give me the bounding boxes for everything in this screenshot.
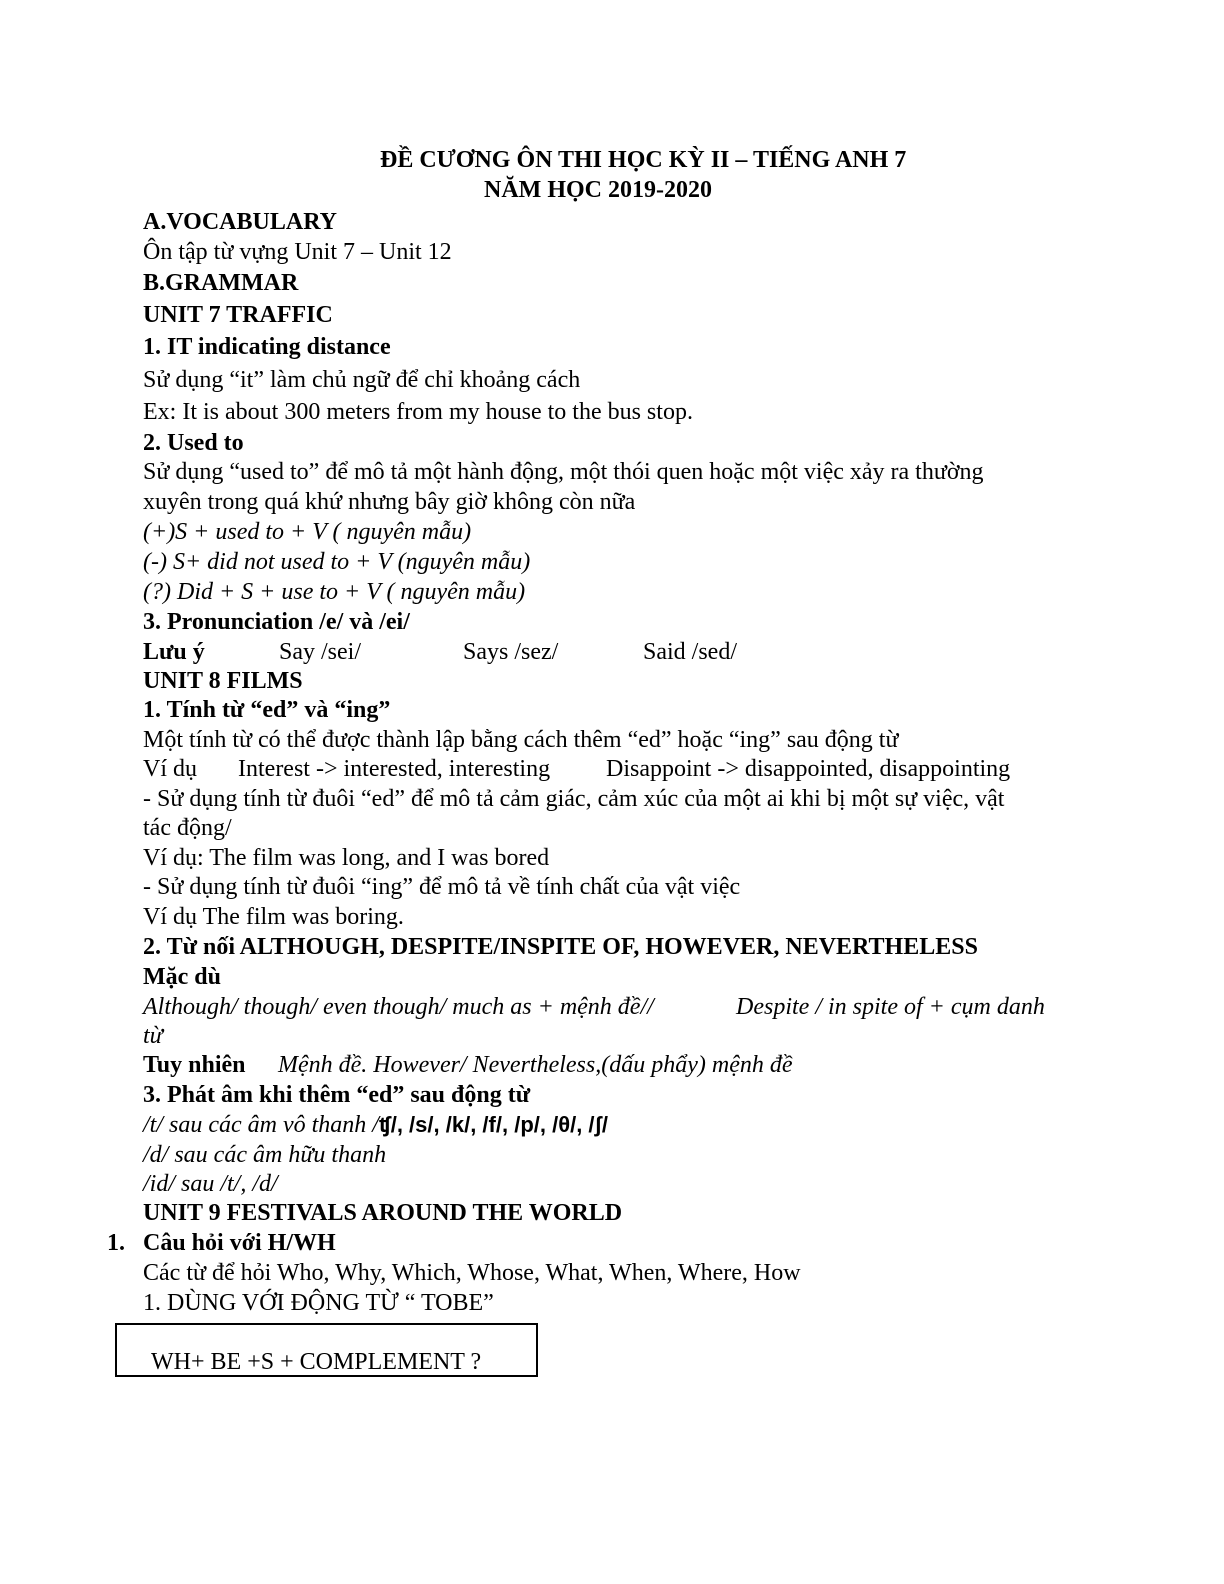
unit7-section2-text-2: xuyên trong quá khứ nhưng bây giờ không còn nữa bbox=[143, 489, 636, 515]
unit7-word-says: Says /sez/ bbox=[463, 639, 559, 665]
unit9-question-words: Các từ để hỏi Who, Why, Which, Whose, What, When, Where, How bbox=[143, 1260, 801, 1286]
unit7-formula-question: (?) Did + S + use to + V ( nguyên mẫu) bbox=[143, 579, 526, 605]
unit8-pron-t bbox=[143, 1110, 608, 1140]
unit8-section1-heading: 1. Tính từ “ed” và “ing” bbox=[143, 697, 391, 723]
unit9-item-number: 1. bbox=[107, 1230, 125, 1256]
unit8-pron-d: /d/ sau các âm hữu thanh bbox=[143, 1142, 387, 1168]
unit7-section2-heading: 2. Used to bbox=[143, 430, 244, 456]
unit8-section2-heading: 2. Từ nối ALTHOUGH, DESPITE/INSPITE OF, HOWEVER, NEVERTHELESS bbox=[143, 934, 978, 960]
grammar-heading: B.GRAMMAR bbox=[143, 270, 299, 296]
unit8-pron-t-symbols: ʧ/, /s/, /k/, /f/, /p/, /θ/, /ʃ/ bbox=[378, 1112, 608, 1137]
unit8-however-formula: Mệnh đề. However/ Nevertheless,(dấu phẩy) mệnh đề bbox=[278, 1052, 793, 1078]
formula-box bbox=[115, 1323, 538, 1377]
unit7-formula-negative: (-) S+ did not used to + V (nguyên mẫu) bbox=[143, 549, 531, 575]
unit7-section1-heading: 1. IT indicating distance bbox=[143, 334, 391, 360]
unit8-example-disappoint: Disappoint -> disappointed, disappointing bbox=[606, 756, 1011, 782]
unit7-section1-text: Sử dụng “it” làm chủ ngữ để chỉ khoảng cách bbox=[143, 367, 581, 393]
unit8-section1-text: Một tính từ có thể được thành lập bằng cách thêm “ed” hoặc “ing” sau động từ bbox=[143, 727, 899, 753]
unit8-although-formula: Although/ though/ even though/ much as + mệnh đề// bbox=[143, 994, 654, 1020]
document-title: ĐỀ CƯƠNG ÔN THI HỌC KỲ II – TIẾNG ANH 7 bbox=[380, 147, 907, 173]
unit8-pron-id: /id/ sau /t/, /d/ bbox=[143, 1171, 278, 1197]
unit9-heading: UNIT 9 FESTIVALS AROUND THE WORLD bbox=[143, 1200, 623, 1226]
unit9-section1-heading: Câu hỏi với H/WH bbox=[143, 1230, 336, 1256]
unit7-section3-heading: 3. Pronunciation /e/ và /ei/ bbox=[143, 609, 410, 635]
unit7-word-say: Say /sei/ bbox=[279, 639, 361, 665]
document-subtitle: NĂM HỌC 2019-2020 bbox=[484, 177, 712, 203]
unit8-example-label: Ví dụ bbox=[143, 756, 197, 782]
unit7-formula-positive: (+)S + used to + V ( nguyên mẫu) bbox=[143, 519, 472, 545]
unit8-ing-usage: - Sử dụng tính từ đuôi “ing” để mô tả về tính chất của vật việc bbox=[143, 874, 741, 900]
unit7-section1-example: Ex: It is about 300 meters from my house to the bus stop. bbox=[143, 399, 693, 425]
unit8-section3-heading: 3. Phát âm khi thêm “ed” sau động từ bbox=[143, 1082, 531, 1108]
unit8-section2-sub-however: Tuy nhiên bbox=[143, 1052, 246, 1078]
unit7-heading: UNIT 7 TRAFFIC bbox=[143, 302, 333, 328]
unit8-heading: UNIT 8 FILMS bbox=[143, 668, 303, 694]
vocabulary-text: Ôn tập từ vựng Unit 7 – Unit 12 bbox=[143, 239, 452, 265]
unit7-note-label: Lưu ý bbox=[143, 639, 205, 665]
unit7-word-said: Said /sed/ bbox=[643, 639, 737, 665]
unit8-despite-formula-cont: từ bbox=[143, 1023, 163, 1049]
unit7-section2-text-1: Sử dụng “used to” để mô tả một hành động, một thói quen hoặc một việc xảy ra thường bbox=[143, 459, 984, 485]
unit9-tobe-subheading: 1. DÙNG VỚI ĐỘNG TỪ “ TOBE” bbox=[143, 1290, 494, 1316]
vocabulary-heading: A.VOCABULARY bbox=[143, 209, 338, 235]
unit8-ed-usage-1: - Sử dụng tính từ đuôi “ed” để mô tả cảm giác, cảm xúc của một ai khi bị một sự việc, vật bbox=[143, 786, 1005, 812]
formula-box-text: WH+ BE +S + COMPLEMENT ? bbox=[151, 1349, 482, 1375]
unit8-ing-example: Ví dụ The film was boring. bbox=[143, 904, 404, 930]
unit8-pron-t-text: /t/ sau các âm vô thanh / bbox=[143, 1112, 379, 1138]
unit8-ed-example: Ví dụ: The film was long, and I was bored bbox=[143, 845, 550, 871]
unit8-section2-sub-although: Mặc dù bbox=[143, 964, 221, 990]
unit8-despite-formula: Despite / in spite of + cụm danh bbox=[736, 994, 1045, 1020]
unit8-example-interest: Interest -> interested, interesting bbox=[238, 756, 551, 782]
unit8-ed-usage-2: tác động/ bbox=[143, 815, 232, 841]
